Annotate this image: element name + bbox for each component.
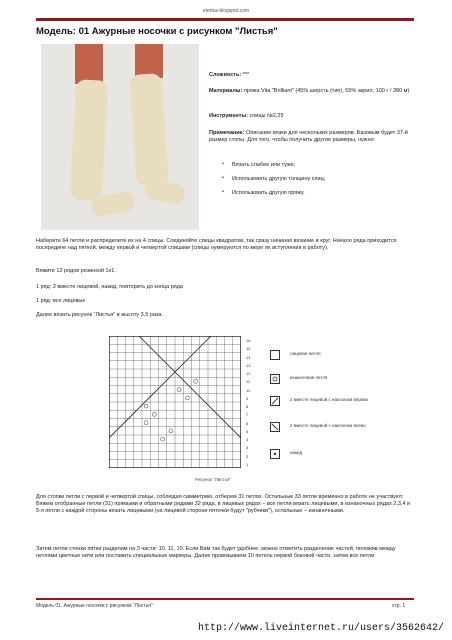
difficulty-label: Сложность: bbox=[209, 72, 242, 78]
stitch-mark bbox=[185, 396, 189, 400]
materials-value: пряжа Vita "Brilliant" (45% шерсть (тип), 55% акрил, 100 г / 380 м) bbox=[243, 88, 410, 94]
empty-square-icon bbox=[270, 350, 280, 360]
chart-row-number: 6 bbox=[246, 420, 249, 426]
paragraph-row-1: 1 ряд: 2 вместе лицевой, накид, повторить до конца ряда bbox=[36, 284, 183, 290]
stitch-mark bbox=[169, 429, 173, 433]
legend-label: лицевая петля bbox=[290, 351, 321, 356]
paragraph-cast-on: Наберите 64 петли и распределите их на 4 спицы. Соединяйте спицы квадратом, так сразу начиная вязание в круг. Начало ряда приходится посередине над пяткой, между первой и четвертой спицами (спицы нумеруются по мере их вступления в работу). bbox=[36, 238, 397, 251]
sock-right-foot bbox=[143, 178, 186, 206]
size-options-list bbox=[222, 162, 412, 204]
legend-label: изнаночная петля bbox=[290, 375, 328, 380]
leg-left-skin bbox=[75, 44, 103, 84]
stitch-mark bbox=[161, 437, 165, 441]
tools-line bbox=[209, 113, 415, 120]
paragraph-pattern: Далее вязать рисунок "Листья" в высоту 3,5 раза. bbox=[36, 312, 164, 318]
footer-left: Модель 01. Ажурные носочки с рисунком "Листья" bbox=[36, 603, 153, 609]
paragraph-ribbing: Вяжите 12 рядов резинкой 1х1. bbox=[36, 268, 116, 274]
chart-row-number: 7 bbox=[246, 412, 249, 418]
left-slash-square-icon bbox=[270, 422, 280, 432]
header-rule bbox=[36, 18, 414, 21]
tools-value: спицы №2,25 bbox=[249, 113, 284, 119]
chart-row-number: 13 bbox=[246, 362, 251, 368]
chart-row-number: 15 bbox=[246, 346, 251, 352]
note-line bbox=[209, 130, 415, 144]
note-label: Примечание: bbox=[209, 130, 245, 136]
chart-row-number: 8 bbox=[246, 404, 249, 409]
stitch-mark bbox=[152, 412, 156, 416]
stitch-mark bbox=[177, 388, 181, 392]
paragraph-row-2: 1 ряд: все лицевые bbox=[36, 298, 86, 304]
legend-label: накид bbox=[290, 450, 303, 455]
source-url: http://www.liveinternet.ru/users/3562642/ bbox=[198, 623, 445, 634]
chart-row-number: 1 bbox=[246, 461, 249, 467]
stitch-mark bbox=[144, 421, 148, 425]
materials-line bbox=[209, 88, 415, 95]
chart-row-number: 10 bbox=[246, 387, 251, 393]
chart-row-number: 12 bbox=[246, 371, 251, 376]
chart-caption: Рисунок "Листья" bbox=[195, 477, 231, 482]
site-header: elenka-blogspot.com bbox=[202, 8, 250, 14]
dot-square-icon bbox=[270, 449, 280, 459]
sock-left bbox=[70, 79, 108, 201]
chart-row-number: 14 bbox=[246, 354, 251, 360]
chart-row-number: 4 bbox=[246, 437, 249, 442]
materials-label: Материалы: bbox=[209, 88, 243, 94]
chart-row-number: 16 bbox=[246, 338, 251, 343]
paragraph-heel: Для стопки петли с первой и четвертой спицы, соблюдая симметрию, отберем 31 петлю. Остальные 33 петли временно в работе не участвуют. Вяжем отобранные петли (31) прямыми и обратными рядами 32 ряда, в лицевых рядах – все петли вязать лицевыми, в изнаночных рядах 2,3,4 и 5-я петли с каждой стороны вязать лицевыми (на лицевой стороне пяточки будут "рубчики"), остальные – изнаночными. bbox=[36, 494, 411, 514]
page-number: стр. 1 bbox=[392, 603, 406, 609]
circle-square-icon bbox=[270, 374, 280, 384]
stitch-mark bbox=[144, 404, 148, 408]
paragraph-heel-turn: Затем петли стенки пятки разделим на 3 части: 10, 11, 10. Если Вам так будет удобнее, можно отметить разделение частей, положив между петлями цветные нити или поставить специальные маркеры. Далее провязываем 10 петель первой боковой части, затем все петли bbox=[36, 546, 396, 559]
socks-photo bbox=[41, 44, 199, 230]
bullet-item: • Использовать другую толщину спиц; bbox=[222, 176, 412, 182]
chart-row-number: 11 bbox=[246, 379, 251, 385]
bullet-item: • Вязать слабее или туже; bbox=[222, 162, 412, 168]
knitting-chart bbox=[109, 336, 241, 468]
chart-row-number: 9 bbox=[246, 395, 249, 401]
legend-label: 2 вместе лицевой с наклоном вправо bbox=[290, 397, 369, 402]
right-slash-square-icon bbox=[270, 396, 280, 406]
chart-row-number: 3 bbox=[246, 445, 249, 451]
difficulty-line bbox=[209, 72, 415, 79]
chart-row-number: 5 bbox=[246, 428, 249, 434]
bullet-item: • Использовать другую пряжу. bbox=[222, 190, 412, 196]
footer-rule bbox=[36, 598, 414, 600]
sock-right bbox=[129, 73, 169, 187]
difficulty-value: *** bbox=[242, 72, 250, 78]
tools-label: Инструменты: bbox=[209, 113, 248, 119]
note-value: Описание вязки для нескольких размеров. Базовым будет 37-й размер стопы. Для того, чтобы получить другие размеры, нужно: bbox=[209, 130, 408, 143]
legend-label: 2 вместе лицевой с наклоном влево bbox=[290, 423, 366, 428]
chart-row-number: 2 bbox=[246, 453, 249, 459]
document-title: Модель: 01 Ажурные носочки с рисунком "Листья" bbox=[36, 26, 278, 37]
stitch-mark bbox=[194, 379, 198, 383]
